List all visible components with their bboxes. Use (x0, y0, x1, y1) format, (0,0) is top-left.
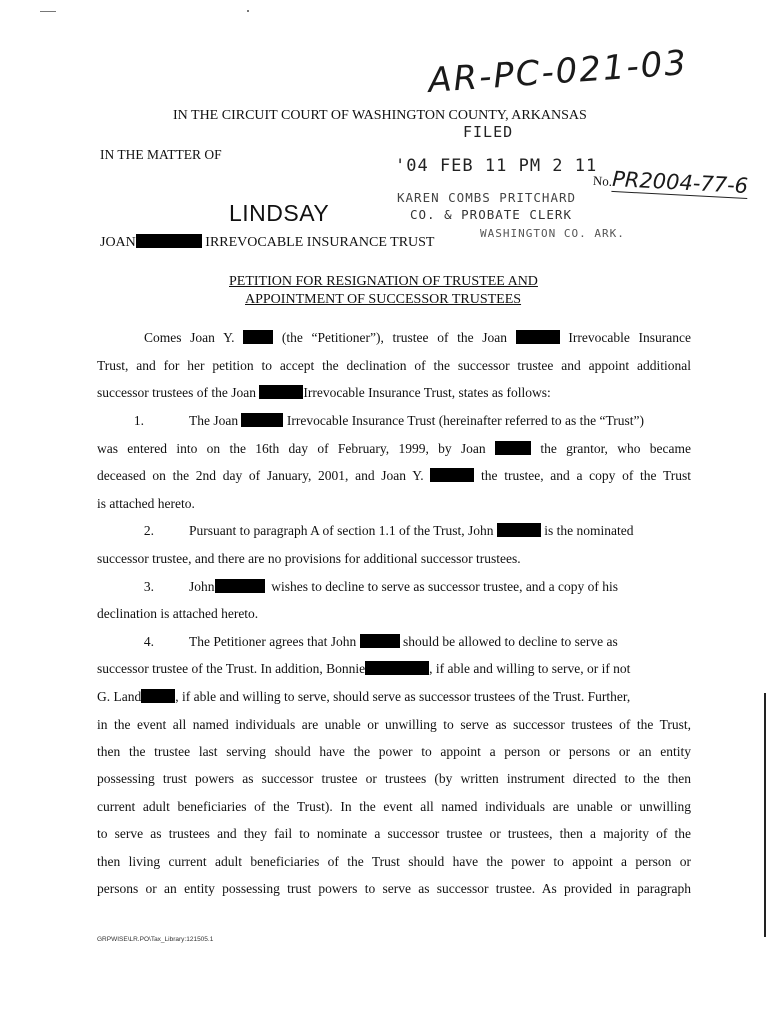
text-segment: the trustee, and a copy of the Trust (481, 468, 691, 483)
text-segment: declination is attached hereto. (97, 606, 259, 621)
para4-line-2 (97, 659, 691, 679)
footer-document-ref: GRPWISE\LR.PO\Tax_Library:121505.1 (97, 936, 214, 943)
filed-stamp-word: FILED (463, 123, 514, 141)
trust-name-line (100, 234, 434, 251)
para1-line-1 (97, 411, 691, 431)
para4-line-1 (97, 632, 691, 652)
redaction (365, 661, 429, 675)
para2-line-1 (97, 521, 691, 541)
text-segment: then living current adult beneficiaries of the Trust should have the power to appoint a person or (97, 854, 691, 869)
text-segment: successor trustee of the Trust. In addition, Bonnie (97, 661, 366, 676)
text-segment: , if able and willing to serve, should serve as successor trustees of the Trust. Further, (175, 689, 631, 704)
text-segment: Comes Joan Y. (144, 330, 235, 345)
scan-speck (247, 10, 249, 12)
text-segment: , if able and willing to serve, or if not (429, 661, 631, 676)
para3-line-2 (97, 604, 691, 624)
text-segment: is the nominated (544, 523, 634, 538)
text-segment: then the trustee last serving should have the power to appoint a person or persons or an entity (97, 744, 691, 759)
scan-edge-line (764, 693, 766, 937)
redaction (136, 234, 202, 248)
text-segment: is attached hereto. (97, 496, 195, 511)
text-segment: G. Land (97, 689, 142, 704)
text-segment: successor trustees of the Joan (97, 385, 256, 400)
text-segment: Trust, and for her petition to accept the declination of the successor trustee and appoint additional (97, 358, 691, 373)
redaction (360, 634, 400, 648)
paragraph-number: 3. (143, 579, 154, 594)
clerk-stamp-line3: WASHINGTON CO. ARK. (480, 227, 625, 240)
docket-number (592, 166, 748, 198)
para4-line-7 (97, 797, 691, 817)
para2-line-2 (97, 549, 691, 569)
text-segment: (the “Petitioner”), trustee of the Joan (281, 330, 508, 345)
text-segment: Irrevocable Insurance Trust (hereinafter referred to as the “Trust”) (286, 413, 644, 428)
redaction (243, 330, 273, 344)
paragraph-number: 2. (143, 523, 154, 538)
text-segment: possessing trust powers as successor trustee or trustees (by written instrument directed to the then (97, 771, 691, 786)
filed-stamp-datetime: '04 FEB 11 PM 2 11 (395, 156, 598, 176)
para4-line-8 (97, 824, 691, 844)
para1-line-2 (97, 439, 691, 459)
para3-line-1 (97, 577, 691, 597)
text-segment: Irrevocable Insurance (568, 330, 691, 345)
docket-value: PR2004-77-6 (611, 166, 749, 199)
text-segment: to serve as trustees and they fail to nominate a successor trustee or trustees, then a majority of the (97, 826, 691, 841)
handwritten-case-number: AR-PC-021-03 (426, 42, 690, 102)
text-segment: Irrevocable Insurance Trust, states as follows: (303, 385, 551, 400)
para4-line-9 (97, 852, 691, 872)
redaction (430, 468, 474, 482)
text-segment: should be allowed to decline to serve as (402, 634, 618, 649)
redaction (215, 579, 265, 593)
intro-line-3 (97, 383, 691, 403)
text-segment: successor trustee, and there are no provisions for additional successor trustees. (97, 551, 521, 566)
redaction (516, 330, 560, 344)
redaction (259, 385, 303, 399)
text-segment: Pursuant to paragraph A of section 1.1 of the Trust, John (189, 523, 494, 538)
text-segment: in the event all named individuals are unable or unwilling to serve as successor trustees of the Trust, (97, 717, 691, 732)
text-segment: The Joan (189, 413, 239, 428)
surname-overlay: LINDSAY (229, 200, 330, 226)
intro-line-1 (97, 328, 691, 348)
text-segment: wishes to decline to serve as successor trustee, and a copy of his (271, 579, 619, 594)
redaction (497, 523, 541, 537)
paragraph-number: 1. (133, 413, 144, 428)
intro-line-2 (97, 356, 691, 376)
text-segment: The Petitioner agrees that John (189, 634, 357, 649)
redaction (241, 413, 283, 427)
docket-label: No. (592, 172, 613, 189)
text-segment: deceased on the 2nd day of January, 2001, and Joan Y. (97, 468, 424, 483)
clerk-stamp-line1: KAREN COMBS PRITCHARD (397, 190, 577, 205)
court-title: IN THE CIRCUIT COURT OF WASHINGTON COUNTY, ARKANSAS (173, 108, 587, 123)
text-segment: current adult beneficiaries of the Trust). In the event all named individuals are unable or unwilling (97, 799, 691, 814)
text-segment: persons or an entity possessing trust powers to serve as successor trustee. As provided in paragraph (97, 881, 691, 896)
paragraph-number: 4. (143, 634, 154, 649)
matter-of-label: IN THE MATTER OF (100, 147, 222, 162)
para4-line-10 (97, 879, 691, 899)
clerk-stamp-line2: CO. & PROBATE CLERK (410, 207, 572, 222)
trust-name-first: JOAN (100, 235, 136, 250)
para1-line-4 (97, 494, 691, 514)
redaction (495, 441, 531, 455)
petition-title-line2: APPOINTMENT OF SUCCESSOR TRUSTEES (245, 292, 522, 307)
para4-line-5 (97, 742, 691, 762)
para4-line-3 (97, 687, 691, 707)
text-segment: John (189, 579, 215, 594)
redaction (141, 689, 175, 703)
para4-line-4 (97, 715, 691, 735)
trust-name-rest: IRREVOCABLE INSURANCE TRUST (205, 235, 435, 250)
text-segment: was entered into on the 16th day of February, 1999, by Joan (97, 441, 486, 456)
para4-line-6 (97, 769, 691, 789)
petition-title-line1: PETITION FOR RESIGNATION OF TRUSTEE AND (229, 274, 538, 289)
para1-line-3 (97, 466, 691, 486)
scan-speck (40, 11, 56, 12)
text-segment: the grantor, who became (540, 441, 691, 456)
